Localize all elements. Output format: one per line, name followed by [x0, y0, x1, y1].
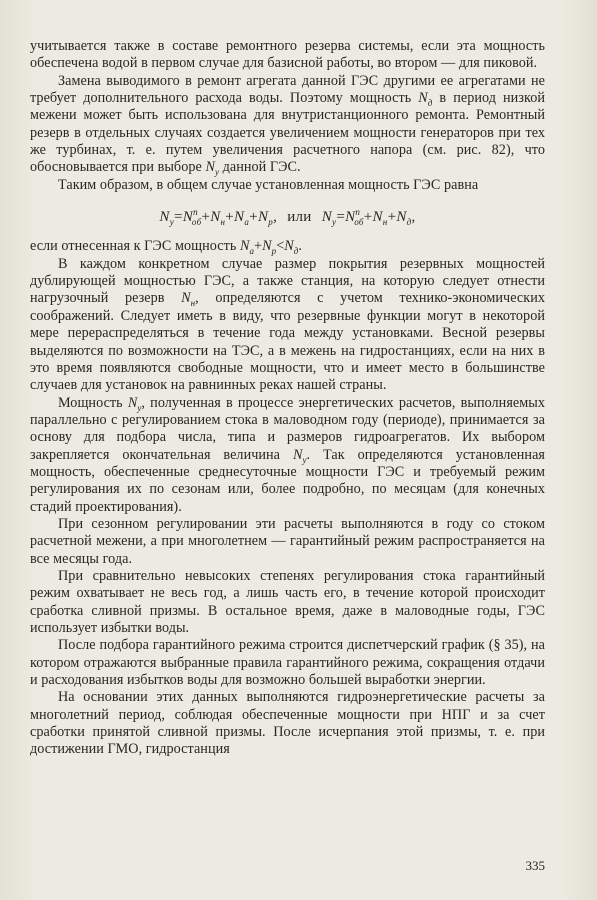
paragraph-7: При сезонном регулировании эти расчеты выполняются в году со стоком расчетной межени, а при многолетнем — гарантийный режим распространяется на все месяцы года. — [30, 515, 545, 567]
symbol-n-y: $N_у$ — [205, 159, 219, 178]
paragraph-5: В каждом конкретном случае размер покрытия резервных мощностей дублирующей мощностью ГЭС, а также станция, на которую следует отнести нагрузочный резерв $N_н$, определяются с учетом технико-экономических соображений. Следует иметь в виду, что резервные функции могут в некоторой мере перераспределяться в течение года между установками. Весной резервы выделяются по возможности на ТЭС, а в межень на гидростанциях, если на них в это время появляются свободные мощности, что и имеет место в большинстве случаев для установок на равнинных реках нашей страны. — [30, 255, 545, 394]
symbol-n-d: $N_д$ — [418, 90, 433, 108]
paragraph-2: Замена выводимого в ремонт агрегата данной ГЭС другими ее агрегатами не требует дополнительного расхода воды. Поэтому мощность $N_д$ в период низкой межени может быть использована для внутристанционного ремонта. Ремонтный резерв в отдельных случаях создается увеличением мощности генераторов при тех же турбинах, т. е. путем увеличения расчетного напора (см. рис. 82), что обосновывается при выборе $N_у$ данной ГЭС. — [30, 72, 545, 178]
formula-installed-capacity: $N_у=N^п_{об}+N_н+N_а+N_р$, или $N_у=N^п_{об}+N_н+N_д$, — [159, 207, 416, 228]
paragraph-9: После подбора гарантийного режима строится диспетчерский график (§ 35), на котором отражаются выбранные правила гарантийного режима, сокращения отдачи и расходования избытков воды для возможно большей выработки энергии. — [30, 637, 545, 689]
paragraph-3: Таким образом, в общем случае установленная мощность ГЭС равна — [58, 176, 479, 193]
formula-or-word: или — [287, 209, 312, 226]
paragraph-8: При сравнительно невысоких степенях регулирования стока гарантийный режим охватывает не весь год, а лишь часть его, в течение которой происходит сработка сливной призмы. В остальное время, даже в маловодные годы, ГЭС использует избытки воды. — [30, 567, 545, 636]
paragraph-1: учитывается также в составе ремонтного резерва системы, если эта мощность обеспечена водой в первом случае для базисной работы, во втором — для пиковой. — [30, 38, 545, 72]
paragraph-10: На основании этих данных выполняются гидроэнергетические расчеты за многолетний период, соблюдая обеспеченные мощности при НПГ и за счет сработки принятой сливной призмы. После исчерпания этой призмы, т. е. при достижении ГМО, гидростанция — [30, 689, 545, 758]
page-body — [30, 38, 545, 759]
page-number: 335 — [525, 858, 545, 873]
symbol-n-n: $N_н$ — [181, 290, 196, 309]
paragraph-4: если отнесенная к ГЭС мощность $N_а+N_р<N_д$. — [30, 238, 302, 257]
paragraph-6: Мощность $N_у$, полученная в процессе энергетических расчетов, выполняемых параллельно с регулированием стока в маловодном году (периоде), принимается за основу для подбора числа, типа и размеров гидроагрегатов. Их выбором закрепляется окончательная величина $N_у$. Так определяются установленная мощность, обеспеченные среднесуточные мощности ГЭС и требуемый режим регулирования их по сезонам или, более подробно, по месяцам (для конечных стадий проектирования). — [30, 394, 545, 515]
